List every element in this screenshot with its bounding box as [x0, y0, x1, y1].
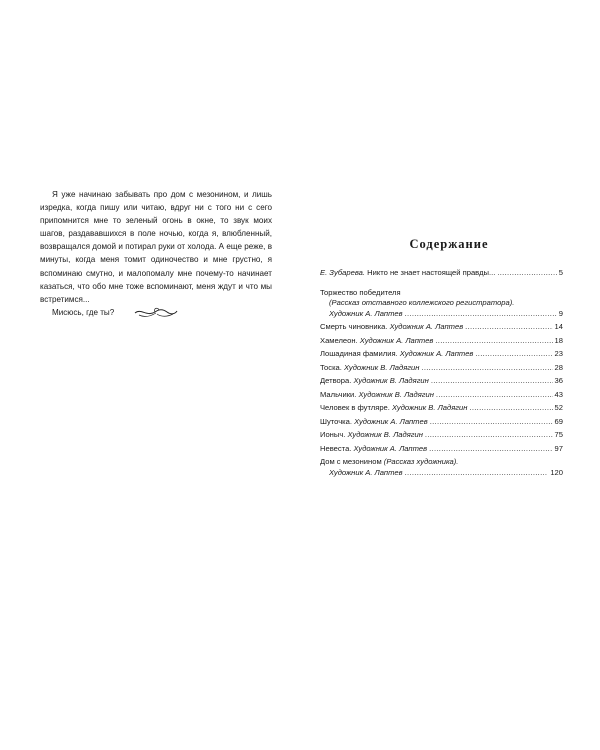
dot-leader: [430, 417, 553, 428]
toc-artist: Художник А. Лаптев: [389, 322, 464, 332]
toc-entry-torzhestvo[interactable]: [320, 288, 563, 320]
toc-entry[interactable]: [320, 376, 563, 387]
dot-leader: [497, 268, 556, 279]
toc-title: Дом с мезонином: [320, 457, 382, 467]
toc-entry[interactable]: [320, 349, 563, 360]
toc-artist: Художник В. Ладягин: [392, 403, 468, 413]
toc-page-number: 52: [554, 403, 563, 413]
toc-page-number: 97: [554, 443, 563, 453]
table-of-contents: [320, 268, 563, 481]
dot-leader: [405, 468, 549, 479]
toc-title: Смерть чиновника.: [320, 322, 388, 332]
toc-entry[interactable]: [320, 336, 563, 347]
toc-entry[interactable]: [320, 363, 563, 374]
toc-page-number: 43: [554, 389, 563, 399]
toc-title: Торжество победителя: [320, 287, 401, 297]
dot-leader: [465, 322, 552, 333]
toc-artist: Художник А. Лаптев: [354, 416, 428, 426]
toc-entry[interactable]: [320, 390, 563, 401]
toc-page-number: 28: [554, 362, 563, 372]
toc-page-number: 9: [558, 308, 563, 318]
toc-artist: Художник А. Лаптев: [353, 443, 428, 453]
dot-leader: [435, 336, 552, 347]
dot-leader: [469, 403, 552, 414]
toc-author: Е. Зубарева.: [320, 268, 365, 277]
story-ending-text: [40, 188, 272, 319]
toc-artist: Художник А. Лаптев: [329, 467, 403, 477]
toc-entry[interactable]: [320, 417, 563, 428]
toc-artist: Художник А. Лаптев: [399, 349, 474, 359]
toc-page-number: 18: [554, 335, 563, 345]
dot-leader: [431, 376, 553, 387]
toc-title: Лошадиная фамилия.: [320, 349, 398, 359]
toc-artist: Художник В. Ладягин: [347, 430, 423, 440]
toc-title: Тоска.: [320, 362, 342, 372]
dot-leader: [425, 430, 553, 441]
toc-artist: Художник В. Ладягин: [353, 376, 429, 386]
toc-entry[interactable]: [320, 444, 563, 455]
toc-artist: Художник А. Лаптев: [329, 308, 403, 318]
toc-entry[interactable]: [320, 403, 563, 414]
toc-page-number: 23: [554, 349, 563, 359]
dot-leader: [475, 349, 552, 360]
toc-subtitle: (Рассказ отставного коллежского регистратора).: [329, 298, 515, 308]
toc-page-number: 14: [554, 322, 563, 332]
dot-leader: [405, 309, 557, 320]
toc-heading: Содержание: [409, 237, 489, 251]
toc-page-number: 69: [554, 416, 563, 426]
story-paragraph: Я уже начинаю забывать про дом с мезонином, и лишь изредка, когда пишу или читаю, вдруг ни с того ни с сего припомнится мне то зеленый огонь в окне, то звук моих шагов, раздававшихся в поле ночью, когда я, влюбленный, возвращался домой и потирал руки от холода. А еще реже, в минуты, когда меня томит одиночество и мне грустно, я вспоминаю смутно, и малопомалу мне почему-то начинает казаться, что обо мне тоже вспоминают, меня ждут и что мы встретимся...: [40, 190, 272, 304]
toc-page-number: 120: [550, 467, 563, 477]
dot-leader: [421, 363, 552, 374]
toc-title: Детвора.: [320, 376, 352, 386]
toc-entry-dom[interactable]: [320, 457, 563, 478]
toc-page-number: 75: [554, 430, 563, 440]
toc-entry-intro[interactable]: [320, 268, 563, 279]
toc-artist: Художник А. Лаптев: [359, 335, 434, 345]
toc-entry[interactable]: [320, 322, 563, 333]
dot-leader: [429, 444, 552, 455]
toc-subtitle: (Рассказ художника).: [383, 457, 459, 467]
flourish-ornament-icon: [133, 304, 179, 320]
toc-title: Никто не знает настоящей правды...: [364, 268, 496, 277]
story-paragraph: Мисюсь, где ты?: [52, 307, 115, 317]
toc-title: Человек в футляре.: [320, 403, 390, 413]
toc-artist: Художник В. Ладягин: [344, 362, 420, 372]
toc-title: Хамелеон.: [320, 335, 358, 345]
dot-leader: [436, 390, 553, 401]
toc-title: Невеста.: [320, 443, 352, 453]
toc-artist: Художник В. Ладягин: [358, 389, 434, 399]
toc-title: Ионыч.: [320, 430, 346, 440]
toc-title: Шуточка.: [320, 416, 352, 426]
toc-title: Мальчики.: [320, 389, 357, 399]
right-page: [300, 0, 600, 750]
toc-entry[interactable]: [320, 430, 563, 441]
toc-page-number: 5: [558, 268, 563, 277]
toc-page-number: 36: [554, 376, 563, 386]
